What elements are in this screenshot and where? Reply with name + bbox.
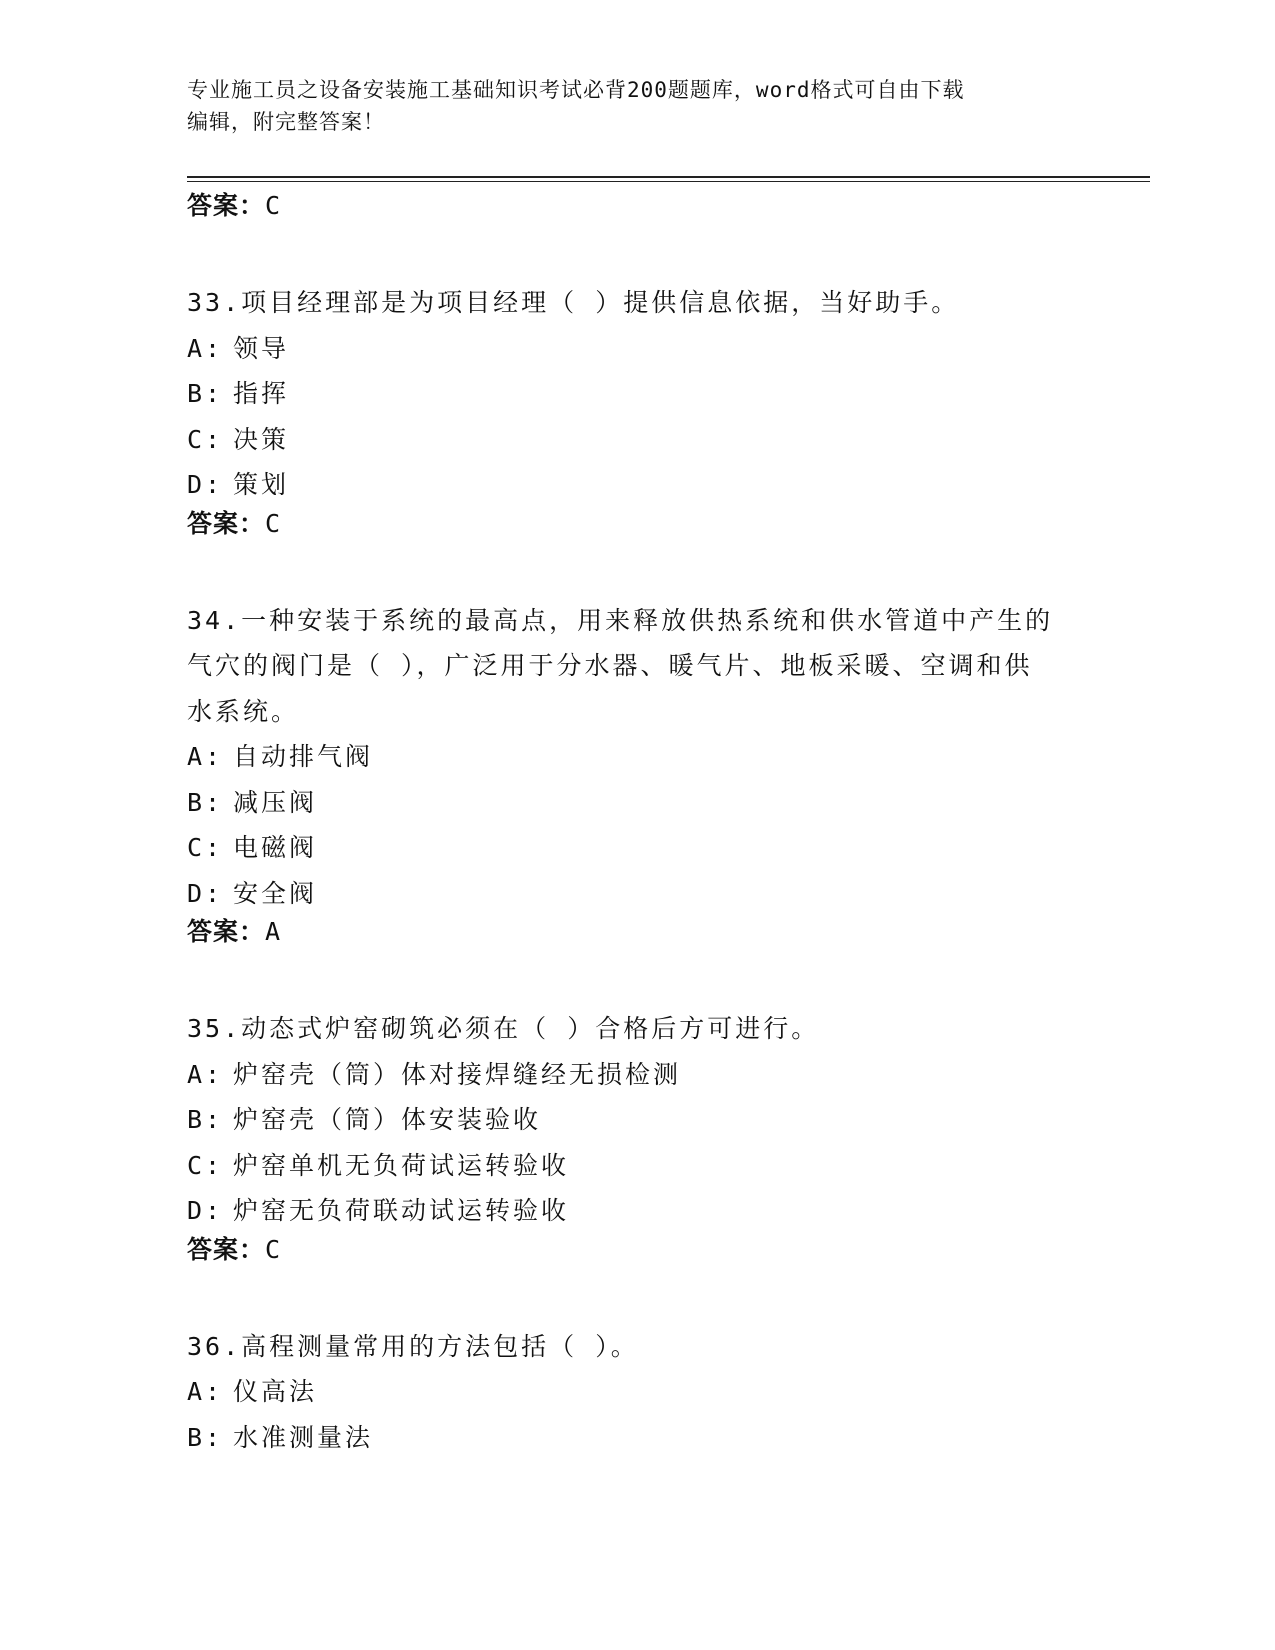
question-text-line-3: 水系统。 [187,696,300,726]
option-letter: A: [187,333,224,363]
option-text: 减压阀 [233,787,318,817]
option-letter: C: [187,424,224,454]
option-a [187,734,1087,780]
question-number: 36. [187,1331,242,1361]
option-a [187,326,1087,372]
option-text: 炉窑无负荷联动试运转验收 [233,1196,570,1225]
document-header [187,74,1087,138]
answer-line [187,1234,1087,1280]
answer-value: A [265,917,282,946]
option-letter: D: [187,878,224,908]
header-line-1: 专业施工员之设备安装施工基础知识考试必背200题题库，word格式可自由下载 [187,78,965,102]
question-number: 35. [187,1014,242,1043]
option-letter: B: [187,379,224,408]
option-text: 领导 [233,333,290,363]
answer-line [187,190,1087,236]
option-letter: B: [187,1422,224,1452]
option-text: 电磁阀 [233,833,318,862]
question-text: 动态式炉窑砌筑必须在（ ）合格后方可进行。 [241,1014,820,1043]
option-letter: C: [187,1150,224,1180]
question-text: 项目经理部是为项目经理（ ）提供信息依据，当好助手。 [241,288,960,317]
option-letter: A: [187,1377,224,1406]
question-stem [187,1006,1087,1052]
option-text: 仪高法 [233,1377,318,1406]
answer-value: C [265,1234,282,1264]
answer-value: C [265,191,282,220]
answer-line [187,508,1087,554]
option-letter: D: [187,470,224,499]
question-number: 34. [187,605,242,635]
answer-label: 答案： [187,1234,266,1264]
question-stem [187,598,1087,735]
question-text-line-1: 一种安装于系统的最高点，用来释放供热系统和供水管道中产生的 [241,605,1054,635]
option-c [187,825,1087,871]
question-stem [187,1324,1087,1370]
option-a [187,1369,1087,1415]
option-text: 炉窑壳（筒）体对接焊缝经无损检测 [233,1059,682,1089]
header-line-2: 编辑，附完整答案！ [187,110,385,134]
option-text: 自动排气阀 [233,742,374,771]
option-letter: B: [187,1105,224,1134]
question-list [187,190,1087,1460]
option-c [187,417,1087,463]
option-b [187,1415,1087,1461]
answer-line [187,916,1087,962]
question-block [187,1324,1087,1461]
option-d [187,462,1087,508]
option-a [187,1052,1087,1098]
option-d [187,871,1087,917]
header-divider-thick [187,176,1150,178]
answer-label: 答案： [187,508,266,538]
answer-label: 答案： [187,917,266,946]
option-letter: A: [187,742,224,771]
option-b [187,780,1087,826]
option-d [187,1188,1087,1234]
question-block [187,280,1087,554]
question-text-line-2: 气穴的阀门是（ ），广泛用于分水器、暖气片、地板采暖、空调和供 [187,651,1033,680]
option-letter: D: [187,1196,224,1225]
option-letter: A: [187,1059,224,1089]
option-text: 指挥 [233,379,290,408]
option-letter: B: [187,787,224,817]
question-stem [187,280,1087,326]
question-block [187,1006,1087,1280]
question-number: 33. [187,288,242,317]
option-text: 炉窑壳（筒）体安装验收 [233,1105,542,1134]
question-block [187,598,1087,963]
answer-value: C [265,508,282,538]
option-text: 安全阀 [233,878,318,908]
option-letter: C: [187,833,224,862]
option-c [187,1143,1087,1189]
option-text: 炉窑单机无负荷试运转验收 [233,1150,570,1180]
question-text: 高程测量常用的方法包括（ ）。 [241,1331,639,1361]
header-divider-thin [187,181,1150,182]
answer-label: 答案： [187,191,266,220]
option-b [187,371,1087,417]
option-b [187,1097,1087,1143]
option-text: 决策 [233,424,290,454]
option-text: 策划 [233,470,290,499]
option-text: 水准测量法 [233,1422,374,1452]
